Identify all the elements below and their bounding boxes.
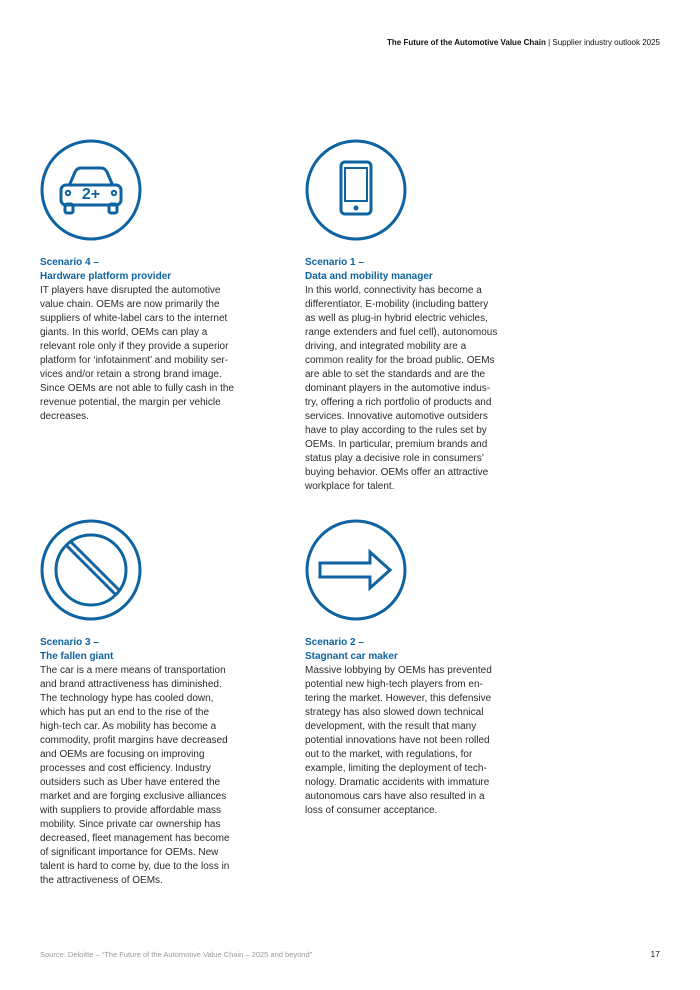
scenario-1-title-line2: Data and mobility manager (305, 271, 433, 282)
scenario-1-title-line1: Scenario 1 – (305, 257, 364, 268)
scenario-1-block (305, 256, 505, 494)
header-subtitle: Supplier industry outlook 2025 (552, 38, 660, 47)
scenario-3-title-line2: The fallen giant (40, 651, 114, 662)
scenario-4-title-line2: Hardware platform provider (40, 271, 172, 282)
scenario-3-body: The car is a mere means of transportation and brand attractiveness has diminished. The technology hype has cooled down, which has put an end to the rise of the high-tech car. As mobility has become a commodity, profit margins have decreased and OEMs are focusing on improving processes and cost efficiency. Industry outsiders such as Uber have entered the market and are forging exclusive alliances with suppliers to provide affordable mass mobility. Since private car ownership has decreased, fleet management has become of significant importance for OEMs. New talent is hard to come by, due to the loss in the attractiveness of OEMs. (40, 665, 230, 886)
scenario-2-title-line1: Scenario 2 – (305, 637, 364, 648)
header-title: The Future of the Automotive Value Chain (387, 38, 546, 47)
scenario-4-body: IT players have disrupted the automotive value chain. OEMs are now primarily the suppliers of white-label cars to the internet giants. In this world, OEMs can play a relevant role only if they provide a superior platform for ‘infotainment’ and mobility ser- vices and/or retain a strong brand image. Since OEMs are not able to fully cash in the revenue potential, the margin per vehicle decreases. (40, 285, 234, 422)
smartphone-icon (304, 138, 408, 242)
scenario-3-title-line1: Scenario 3 – (40, 637, 99, 648)
car-icon (39, 138, 143, 242)
scenario-4-block (40, 256, 240, 424)
car-icon-label: 2+ (81, 186, 101, 203)
page-number: 17 (650, 949, 660, 959)
arrow-right-icon (304, 518, 408, 622)
scenario-2-body: Massive lobbying by OEMs has prevented potential new high-tech players from en- tering the market. However, this defensive strategy has also slowed down technical development, with the result that many potential innovations have not been rolled out to the market, with regulations, for example, limiting the deployment of tech- nology. Dramatic accidents with immature autonomous cars have also resulted in a loss of consumer acceptance. (305, 665, 492, 816)
header-separator: | (545, 38, 553, 47)
scenario-4-title-line1: Scenario 4 – (40, 257, 99, 268)
prohibited-icon (39, 518, 143, 622)
scenario-2-block (305, 636, 505, 818)
scenario-1-body: In this world, connectivity has become a differentiator. E-mobility (including battery as well as plug-in hybrid electric vehicles, range extenders and fuel cell), autonomous driving, and integrated mobility are a common reality for the broad public. OEMs are able to set the standards and are the dominant players in the automotive indus- try, offering a rich portfolio of products and services. Innovative automotive outsiders have to play according to the rules set by OEMs. In particular, premium brands and status play a decisive role in consumers’ buying behavior. OEMs offer an attractive workplace for talent. (305, 285, 498, 492)
footer-source: Source: Deloitte – “The Future of the Automotive Value Chain – 2025 and beyond” (40, 950, 313, 959)
scenario-2-title-line2: Stagnant car maker (305, 651, 398, 662)
scenario-3-block (40, 636, 240, 888)
running-header (387, 38, 660, 47)
